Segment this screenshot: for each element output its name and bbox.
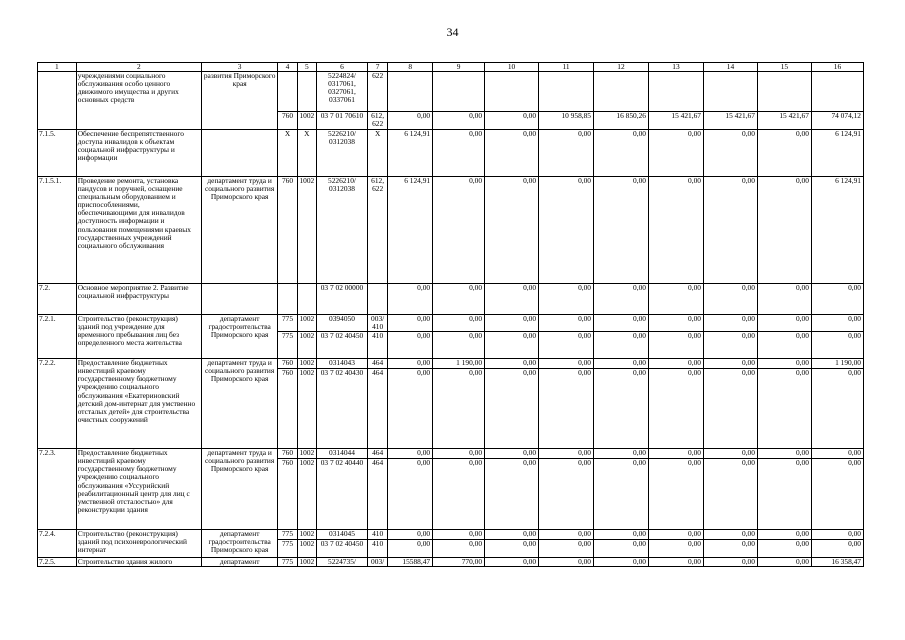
- cell-value-col-8: 6 124,91: [388, 130, 433, 177]
- page-number: 34: [446, 25, 459, 39]
- cell-section-code: 1002: [297, 359, 316, 369]
- cell-target-article: 5224735/: [317, 558, 368, 567]
- cell-item-number: 7.2.3.: [38, 449, 77, 530]
- cell-executor: [201, 284, 277, 315]
- cell-value-col-14: 0,00: [703, 315, 757, 332]
- cell-executor: [201, 130, 277, 177]
- cell-value-col-10: 0,00: [485, 284, 539, 315]
- header-cell-executor: 3: [201, 63, 277, 72]
- cell-value-col-10: 0,00: [485, 359, 539, 369]
- cell-item-number: 7.2.1.: [38, 315, 77, 359]
- cell-value-col-9: 1 190,00: [433, 359, 485, 369]
- cell-measure-name: учреждениями социального обслуживания особо ценного движимого имущества и других основных средств: [76, 72, 201, 130]
- cell-measure-name: Строительство (реконструкция) зданий под учреждение для временного пребывания лиц без определенного места жительства: [76, 315, 201, 359]
- cell-value-col-12: [594, 72, 649, 112]
- header-cell-value-col-15: 15: [757, 63, 811, 72]
- cell-value-col-13: [648, 72, 703, 112]
- cell-value-col-11: 0,00: [539, 459, 594, 530]
- cell-value-col-14: 0,00: [703, 459, 757, 530]
- cell-target-article: 0314043: [317, 359, 368, 369]
- cell-expense-type: 464: [367, 459, 387, 530]
- cell-value-col-10: 0,00: [485, 558, 539, 567]
- cell-expense-type: 464: [367, 359, 387, 369]
- cell-value-col-14: 0,00: [703, 284, 757, 315]
- cell-expense-type: [367, 284, 387, 315]
- table-body: [38, 63, 864, 567]
- cell-value-col-8: 6 124,91: [388, 177, 433, 284]
- cell-value-col-13: 0,00: [648, 530, 703, 540]
- table-row: [38, 449, 864, 459]
- cell-value-col-15: 0,00: [757, 449, 811, 459]
- cell-measure-name: Основное мероприятие 2. Развитие социальной инфраструктуры: [76, 284, 201, 315]
- cell-total-value: 0,00: [811, 449, 863, 459]
- cell-value-col-9: 0,00: [433, 177, 485, 284]
- cell-value-col-13: 15 421,67: [648, 112, 703, 130]
- cell-ministry-code: 760: [278, 359, 297, 369]
- cell-section-code: 1002: [297, 177, 316, 284]
- cell-value-col-10: 0,00: [485, 315, 539, 332]
- cell-value-col-14: 0,00: [703, 332, 757, 359]
- cell-value-col-10: 0,00: [485, 177, 539, 284]
- cell-value-col-10: 0,00: [485, 540, 539, 558]
- cell-value-col-8: 0,00: [388, 369, 433, 449]
- cell-item-number: 7.1.5.: [38, 130, 77, 177]
- cell-item-number: 7.2.5.: [38, 558, 77, 567]
- cell-value-col-8: 0,00: [388, 284, 433, 315]
- table-row: [38, 177, 864, 284]
- table-row: [38, 130, 864, 177]
- cell-value-col-12: 0,00: [594, 130, 649, 177]
- header-cell-value-col-13: 13: [648, 63, 703, 72]
- cell-total-value: 6 124,91: [811, 130, 863, 177]
- cell-item-number: 7.2.4.: [38, 530, 77, 558]
- cell-ministry-code: [278, 72, 297, 112]
- header-cell-expense-type: 7: [367, 63, 387, 72]
- header-cell-value-col-10: 10: [485, 63, 539, 72]
- cell-expense-type: 003/ 410: [367, 315, 387, 332]
- cell-target-article: 5226210/ 0312038: [317, 130, 368, 177]
- cell-value-col-9: 0,00: [433, 315, 485, 332]
- cell-value-col-11: 10 958,85: [539, 112, 594, 130]
- cell-total-value: 0,00: [811, 332, 863, 359]
- header-cell-ministry-code: 4: [278, 63, 297, 72]
- cell-measure-name: Строительство (реконструкция) зданий под психоневрологический интернат: [76, 530, 201, 558]
- cell-value-col-13: 0,00: [648, 332, 703, 359]
- cell-value-col-9: [433, 72, 485, 112]
- cell-value-col-11: 0,00: [539, 540, 594, 558]
- cell-value-col-14: 0,00: [703, 558, 757, 567]
- cell-section-code: 1002: [297, 540, 316, 558]
- cell-expense-type: 464: [367, 449, 387, 459]
- header-cell-measure-name: 2: [76, 63, 201, 72]
- table-row: [38, 72, 864, 112]
- cell-value-col-15: 0,00: [757, 459, 811, 530]
- cell-expense-type: 612, 622: [367, 177, 387, 284]
- cell-value-col-9: 0,00: [433, 459, 485, 530]
- cell-value-col-12: 0,00: [594, 459, 649, 530]
- table-row: [38, 284, 864, 315]
- cell-measure-name: Проведение ремонта, установка пандусов и поручней, оснащение специальным оборудованием и приспособлениями, обеспечивающими для инвалидов доступность информации и пользования помещениями краевых государственных учреждений социального обслуживания: [76, 177, 201, 284]
- cell-value-col-9: 0,00: [433, 332, 485, 359]
- cell-value-col-10: 0,00: [485, 530, 539, 540]
- cell-value-col-13: 0,00: [648, 558, 703, 567]
- cell-value-col-15: 0,00: [757, 177, 811, 284]
- cell-value-col-11: 0,00: [539, 359, 594, 369]
- header-cell-total-value: 16: [811, 63, 863, 72]
- cell-executor: департамент градостроительства Приморского края: [201, 315, 277, 359]
- cell-expense-type: 410: [367, 530, 387, 540]
- cell-value-col-14: [703, 72, 757, 112]
- cell-value-col-15: 0,00: [757, 130, 811, 177]
- header-cell-value-col-11: 11: [539, 63, 594, 72]
- cell-target-article: 03 7 02 40450: [317, 332, 368, 359]
- cell-expense-type: 612, 622: [367, 112, 387, 130]
- header-cell-section-code: 5: [297, 63, 316, 72]
- cell-target-article: 0314044: [317, 449, 368, 459]
- cell-item-number: [38, 72, 77, 130]
- cell-value-col-8: 0,00: [388, 359, 433, 369]
- cell-executor: департамент труда и социального развития Приморского края: [201, 359, 277, 449]
- cell-expense-type: 410: [367, 540, 387, 558]
- cell-value-col-12: 16 850,26: [594, 112, 649, 130]
- cell-value-col-15: 0,00: [757, 359, 811, 369]
- cell-measure-name: Предоставление бюджетных инвестиций краевому государственному бюджетному учреждению социального обслуживания «Екатериновский детский дом-интернат для умственно отсталых детей» для строительства очистных сооружений: [76, 359, 201, 449]
- cell-section-code: 1002: [297, 558, 316, 567]
- cell-executor: департамент труда и социального развития Приморского края: [201, 177, 277, 284]
- header-cell-value-col-14: 14: [703, 63, 757, 72]
- cell-value-col-10: 0,00: [485, 459, 539, 530]
- cell-value-col-13: 0,00: [648, 359, 703, 369]
- cell-value-col-12: 0,00: [594, 540, 649, 558]
- cell-ministry-code: 760: [278, 177, 297, 284]
- cell-total-value: 0,00: [811, 284, 863, 315]
- cell-target-article: 03 7 02 40440: [317, 459, 368, 530]
- cell-value-col-15: 0,00: [757, 530, 811, 540]
- table-row: [38, 558, 864, 567]
- cell-expense-type: X: [367, 130, 387, 177]
- cell-total-value: 0,00: [811, 540, 863, 558]
- cell-value-col-14: 0,00: [703, 449, 757, 459]
- cell-target-article: 03 7 02 40430: [317, 369, 368, 449]
- cell-value-col-9: 0,00: [433, 130, 485, 177]
- cell-value-col-14: 0,00: [703, 177, 757, 284]
- cell-value-col-15: 0,00: [757, 315, 811, 332]
- cell-ministry-code: 775: [278, 332, 297, 359]
- cell-ministry-code: [278, 284, 297, 315]
- cell-expense-type: 003/: [367, 558, 387, 567]
- cell-value-col-12: 0,00: [594, 558, 649, 567]
- cell-section-code: 1002: [297, 530, 316, 540]
- cell-expense-type: 622: [367, 72, 387, 112]
- cell-ministry-code: 775: [278, 558, 297, 567]
- cell-section-code: 1002: [297, 459, 316, 530]
- cell-ministry-code: 760: [278, 369, 297, 449]
- cell-value-col-9: 0,00: [433, 284, 485, 315]
- cell-expense-type: 464: [367, 369, 387, 449]
- cell-section-code: X: [297, 130, 316, 177]
- cell-value-col-8: 0,00: [388, 332, 433, 359]
- cell-total-value: 6 124,91: [811, 177, 863, 284]
- cell-value-col-8: 15588,47: [388, 558, 433, 567]
- cell-value-col-14: 0,00: [703, 130, 757, 177]
- cell-executor: департамент градостроительства Приморского края: [201, 530, 277, 558]
- cell-value-col-8: 0,00: [388, 449, 433, 459]
- cell-value-col-10: 0,00: [485, 369, 539, 449]
- cell-executor: департамент: [201, 558, 277, 567]
- cell-value-col-12: 0,00: [594, 332, 649, 359]
- cell-total-value: 16 358,47: [811, 558, 863, 567]
- cell-value-col-14: 0,00: [703, 540, 757, 558]
- cell-value-col-13: 0,00: [648, 284, 703, 315]
- cell-section-code: [297, 72, 316, 112]
- header-cell-value-col-8: 8: [388, 63, 433, 72]
- cell-value-col-10: [485, 72, 539, 112]
- table-row: [38, 359, 864, 369]
- cell-section-code: 1002: [297, 449, 316, 459]
- cell-value-col-10: 0,00: [485, 130, 539, 177]
- cell-total-value: 74 074,12: [811, 112, 863, 130]
- cell-value-col-8: [388, 72, 433, 112]
- header-cell-value-col-9: 9: [433, 63, 485, 72]
- cell-value-col-12: 0,00: [594, 530, 649, 540]
- cell-measure-name: Строительство здания жилого: [76, 558, 201, 567]
- cell-value-col-8: 0,00: [388, 459, 433, 530]
- budget-table: [37, 62, 864, 567]
- cell-value-col-11: [539, 72, 594, 112]
- cell-value-col-15: 0,00: [757, 558, 811, 567]
- cell-value-col-15: 0,00: [757, 284, 811, 315]
- cell-total-value: 0,00: [811, 459, 863, 530]
- cell-value-col-14: 0,00: [703, 369, 757, 449]
- cell-value-col-13: 0,00: [648, 369, 703, 449]
- cell-value-col-15: 0,00: [757, 369, 811, 449]
- cell-value-col-11: 0,00: [539, 332, 594, 359]
- cell-item-number: 7.2.: [38, 284, 77, 315]
- cell-value-col-10: 0,00: [485, 112, 539, 130]
- cell-target-article: 03 7 02 40450: [317, 540, 368, 558]
- cell-value-col-10: 0,00: [485, 332, 539, 359]
- cell-value-col-13: 0,00: [648, 130, 703, 177]
- cell-value-col-9: 0,00: [433, 369, 485, 449]
- cell-value-col-12: 0,00: [594, 449, 649, 459]
- cell-executor: развития Приморского края: [201, 72, 277, 130]
- table-header-row: [38, 63, 864, 72]
- table-row: [38, 315, 864, 332]
- cell-value-col-12: 0,00: [594, 284, 649, 315]
- cell-measure-name: Предоставление бюджетных инвестиций краевому государственному бюджетному учреждению социального обслуживания «Уссурийский реабилитационный центр для лиц с умственной отсталостью» для реконструкции здания: [76, 449, 201, 530]
- cell-value-col-10: 0,00: [485, 449, 539, 459]
- table-row: [38, 530, 864, 540]
- cell-section-code: [297, 284, 316, 315]
- cell-value-col-9: 0,00: [433, 540, 485, 558]
- cell-value-col-9: 770,00: [433, 558, 485, 567]
- cell-total-value: 0,00: [811, 369, 863, 449]
- cell-ministry-code: 775: [278, 530, 297, 540]
- cell-ministry-code: 760: [278, 449, 297, 459]
- cell-value-col-15: 0,00: [757, 540, 811, 558]
- cell-value-col-11: 0,00: [539, 284, 594, 315]
- cell-value-col-9: 0,00: [433, 449, 485, 459]
- cell-value-col-12: 0,00: [594, 177, 649, 284]
- cell-value-col-13: 0,00: [648, 459, 703, 530]
- cell-ministry-code: X: [278, 130, 297, 177]
- cell-target-article: 5224824/ 0317061, 0327061, 0337061: [317, 72, 368, 112]
- cell-value-col-14: 0,00: [703, 530, 757, 540]
- cell-value-col-15: 15 421,67: [757, 112, 811, 130]
- cell-value-col-13: 0,00: [648, 540, 703, 558]
- header-cell-item-number: 1: [38, 63, 77, 72]
- cell-target-article: 0314045: [317, 530, 368, 540]
- cell-value-col-14: 15 421,67: [703, 112, 757, 130]
- cell-section-code: 1002: [297, 369, 316, 449]
- cell-value-col-8: 0,00: [388, 540, 433, 558]
- cell-target-article: 03 7 01 70610: [317, 112, 368, 130]
- header-cell-target-article: 6: [317, 63, 368, 72]
- cell-value-col-12: 0,00: [594, 359, 649, 369]
- cell-ministry-code: 775: [278, 540, 297, 558]
- cell-total-value: 1 190,00: [811, 359, 863, 369]
- cell-value-col-8: 0,00: [388, 112, 433, 130]
- cell-value-col-11: 0,00: [539, 369, 594, 449]
- cell-section-code: 1002: [297, 332, 316, 359]
- cell-section-code: 1002: [297, 112, 316, 130]
- cell-value-col-11: 0,00: [539, 315, 594, 332]
- cell-value-col-15: 0,00: [757, 332, 811, 359]
- cell-target-article: 03 7 02 00000: [317, 284, 368, 315]
- cell-value-col-11: 0,00: [539, 130, 594, 177]
- cell-value-col-13: 0,00: [648, 315, 703, 332]
- cell-value-col-15: [757, 72, 811, 112]
- cell-value-col-8: 0,00: [388, 315, 433, 332]
- cell-value-col-9: 0,00: [433, 530, 485, 540]
- cell-target-article: 5226210/ 0312038: [317, 177, 368, 284]
- cell-ministry-code: 760: [278, 459, 297, 530]
- cell-ministry-code: 775: [278, 315, 297, 332]
- cell-value-col-12: 0,00: [594, 369, 649, 449]
- cell-total-value: 0,00: [811, 315, 863, 332]
- cell-item-number: 7.1.5.1.: [38, 177, 77, 284]
- cell-value-col-11: 0,00: [539, 449, 594, 459]
- cell-value-col-11: 0,00: [539, 558, 594, 567]
- cell-value-col-13: 0,00: [648, 177, 703, 284]
- cell-value-col-11: 0,00: [539, 177, 594, 284]
- cell-value-col-8: 0,00: [388, 530, 433, 540]
- header-cell-value-col-12: 12: [594, 63, 649, 72]
- cell-ministry-code: 760: [278, 112, 297, 130]
- cell-section-code: 1002: [297, 315, 316, 332]
- cell-item-number: 7.2.2.: [38, 359, 77, 449]
- cell-total-value: [811, 72, 863, 112]
- cell-executor: департамент труда и социального развития Приморского края: [201, 449, 277, 530]
- cell-value-col-11: 0,00: [539, 530, 594, 540]
- cell-value-col-14: 0,00: [703, 359, 757, 369]
- cell-value-col-13: 0,00: [648, 449, 703, 459]
- cell-expense-type: 410: [367, 332, 387, 359]
- cell-total-value: 0,00: [811, 530, 863, 540]
- cell-value-col-12: 0,00: [594, 315, 649, 332]
- cell-value-col-9: 0,00: [433, 112, 485, 130]
- cell-target-article: 0394050: [317, 315, 368, 332]
- cell-measure-name: Обеспечение беспрепятственного доступа инвалидов к объектам социальной инфраструктуры и информации: [76, 130, 201, 177]
